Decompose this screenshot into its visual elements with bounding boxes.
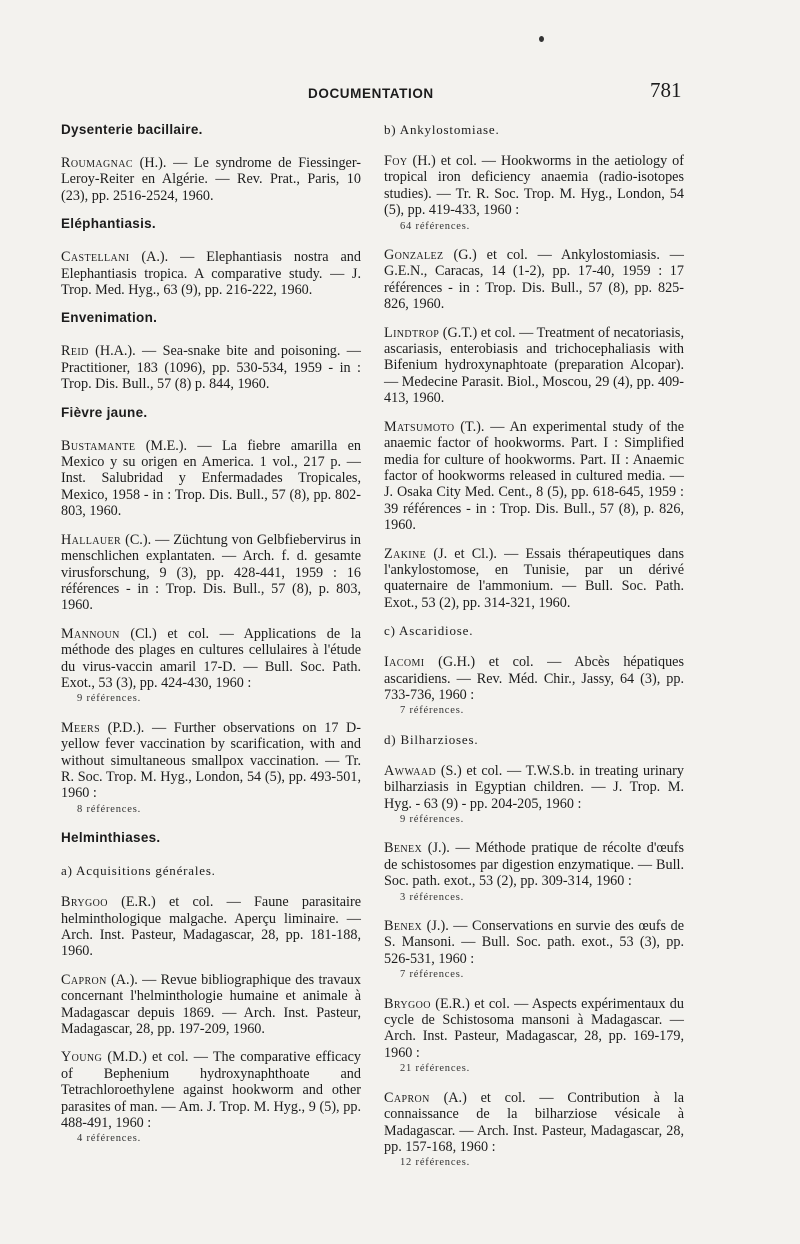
- reference-count-note: 9 références.: [400, 814, 465, 825]
- reference-count-note: 64 références.: [400, 220, 471, 232]
- bibliography-entry: [61, 894, 361, 960]
- page-number: 781: [650, 78, 682, 102]
- entry-author: Zakine: [384, 545, 427, 562]
- bibliography-entry: [384, 153, 684, 235]
- entry-citation: (G.H.) et col. — Abcès hépatiques ascaridiens. — Rev. Méd. Chir., Jassy, 64 (3), pp. 733-736, 1960 :: [384, 654, 684, 703]
- entry-author: Benex: [384, 918, 423, 935]
- subsection-heading: d) Bilharzioses.: [384, 731, 479, 747]
- section-heading: Eléphantiasis.: [61, 216, 156, 232]
- entry-citation: (A.) et col. — Contribution à la connaissance de la bilharziose vésicale à Madagascar. — Arch. Inst. Pasteur, Madagascar, 28, pp. 157-168, 1960 :: [384, 1089, 684, 1155]
- entry-citation: (G.T.) et col. — Treatment of necatoriasis, ascariasis, enterobiasis and trichocephaliasis with Bifenium hydroxynaphtoate (preparation Alcopar). — Medecine Parasit. Biol., Moscou, 29 (4), pp. 409-413, 1960.: [384, 324, 684, 407]
- entry-author: Matsumoto: [384, 418, 455, 435]
- entry-citation: (J.). — Conservations en survie des œufs de S. Mansoni. — Bull. Soc. path. exot., 53 (3), pp. 526-531, 1960 :: [384, 918, 684, 967]
- entry-author: Lindtrop: [384, 324, 440, 341]
- entry-citation: (J.). — Méthode pratique de récolte d'œufs de schistosomes par digestion enzymatique. — Bull. Soc. path. exot., 53 (2), pp. 309-314, 1960 :: [384, 840, 684, 890]
- reference-count-note: 9 références.: [77, 693, 142, 705]
- entry-citation: (H.). — Le syndrome de Fiessinger-Leroy-Reiter en Algérie. — Rev. Prat., Paris, 10 (23), pp. 2516-2524, 1960.: [61, 155, 361, 204]
- entry-citation: (A.). — Revue bibliographique des travaux concernant l'helminthologie humaine et animale à Madagascar depuis 1869. — Arch. Inst. Pasteur, Madagascar, 28, pp. 197-209, 1960.: [61, 971, 361, 1038]
- entry-author: Capron: [61, 971, 107, 988]
- subsection-heading: b) Ankylostomiase.: [384, 122, 500, 137]
- entry-citation: (H.) et col. — Hookworms in the aetiology of tropical iron deficiency anaemia (radio-isotopes studies). — Tr. R. Soc. Trop. M. Hyg., London, 54 (5), pp. 419-433, 1960 :: [384, 153, 684, 219]
- bibliography-entry: [384, 763, 684, 829]
- entry-citation: (J. et Cl.). — Essais thérapeutiques dans l'ankylostomose, en Tunisie, par un dérivé quaternaire de l'ammonium. — Bull. Soc. Path. Exot., 53 (2), pp. 314-321, 1960.: [384, 545, 684, 611]
- bibliography-entry: [384, 325, 684, 407]
- bibliography-entry: [384, 247, 684, 313]
- reference-count-note: 3 références.: [400, 891, 465, 903]
- bibliography-entry: [384, 918, 684, 984]
- entry-citation: (M.E.). — La fiebre amarilla en Mexico y su origen en America. 1 vol., 217 p. — Inst. Salubridad y Enfermadades Tropicales, Mexico, 1958 - in : Trop. Dis. Bull., 57 (8), pp. 802-803, 1960.: [61, 437, 361, 520]
- bibliography-entry: [384, 1090, 684, 1172]
- entry-citation: (G.) et col. — Ankylostomiasis. — G.E.N., Caracas, 14 (1-2), pp. 17-40, 1959 : 17 références - in : Trop. Dis. Bull., 57 (8), pp. 825-826, 1960.: [384, 247, 684, 313]
- entry-citation: (T.). — An experimental study of the anaemic factor of hookworms. Part. I : Simplified media for culture of hookworms. Part. II : Anaemic factor of hookworms released in cultured media. — J. Osaka City Med. Cent., 8 (5), pp. 618-645, 1959 : 39 références - in : Trop. Dis. Bull., 57 (8), p. 826, 1960.: [384, 418, 684, 534]
- entry-author: Mannoun: [61, 625, 120, 642]
- bibliography-entry: [61, 720, 361, 818]
- entry-author: Brygoo: [61, 894, 108, 911]
- bibliography-entry: [61, 155, 361, 204]
- subsection-heading: c) Ascaridiose.: [384, 623, 474, 639]
- entry-author: Benex: [384, 840, 423, 857]
- entry-author: Meers: [61, 719, 101, 736]
- bibliography-entry: [384, 654, 684, 720]
- bibliography-entry: [384, 546, 684, 612]
- page-header: [0, 78, 800, 108]
- entry-citation: (E.R.) et col. — Aspects expérimentaux du cycle de Schistosoma mansoni à Madagascar. — Arch. Inst. Pasteur, Madagascar, 28, pp. 169-179, 1960 :: [384, 995, 684, 1061]
- section-heading: Helminthiases.: [61, 830, 161, 846]
- bibliography-entry: [61, 249, 361, 298]
- entry-author: Bustamante: [61, 437, 136, 454]
- entry-citation: (S.) et col. — T.W.S.b. in treating urinary bilharziasis in Egyptian children. — J. Trop. M. Hyg. - 63 (9) - pp. 204-205, 1960 :: [384, 762, 684, 812]
- subsection-heading: a) Acquisitions générales.: [61, 863, 216, 879]
- left-column: [61, 122, 361, 1160]
- entry-author: Gonzalez: [384, 247, 444, 264]
- reference-count-note: 7 références.: [400, 705, 465, 717]
- bibliography-entry: [61, 532, 361, 614]
- entry-citation: (E.R.) et col. — Faune parasitaire helminthologique malgache. Aperçu liminaire. — Arch. Inst. Pasteur, Madagascar, 28, pp. 181-188, 1960.: [61, 894, 361, 960]
- entry-author: Reid: [61, 343, 89, 360]
- reference-count-note: 4 références.: [77, 1133, 142, 1145]
- section-heading: Fièvre jaune.: [61, 404, 148, 420]
- reference-count-note: 7 références.: [400, 969, 465, 981]
- bibliography-entry: [61, 438, 361, 520]
- bibliography-entry: [384, 996, 684, 1078]
- entry-author: Iacomi: [384, 654, 425, 671]
- section-heading: Envenimation.: [61, 310, 158, 326]
- entry-author: Hallauer: [61, 531, 122, 548]
- reference-count-note: 8 références.: [77, 803, 142, 815]
- bibliography-entry: [384, 419, 684, 534]
- entry-author: Capron: [384, 1089, 430, 1106]
- entry-citation: (A.). — Elephantiasis nostra and Elephantiasis tropica. A comparative study. — J. Trop. Med. Hyg., 63 (9), pp. 216-222, 1960.: [61, 249, 361, 299]
- entry-author: Brygoo: [384, 995, 431, 1012]
- entry-author: Awwaad: [384, 762, 437, 779]
- entry-author: Castellani: [61, 249, 130, 266]
- bibliography-entry: [384, 840, 684, 906]
- entry-citation: (C.). — Züchtung von Gelbfiebervirus in menschlichen explantaten. — Arch. f. d. gesamte virusforschung, 9 (3), pp. 428-441, 1959 : 16 références - in : Trop. Dis. Bull., 57 (8), p. 803, 1960.: [61, 531, 361, 614]
- bibliography-entry: [61, 343, 361, 392]
- entry-citation: (H.A.). — Sea-snake bite and poisoning. — Practitioner, 183 (1096), pp. 530-534, 1959 - in : Trop. Dis. Bull., 57 (8) p. 844, 1960.: [61, 343, 361, 393]
- entry-citation: (Cl.) et col. — Applications de la méthode des plages en cultures cellulaires à l'étude du virus-vaccin amaril 17-D. — Bull. Soc. Path. Exot., 53 (3), pp. 424-430, 1960 :: [61, 625, 361, 691]
- entry-citation: (P.D.). — Further observations on 17 D-yellow fever vaccination by scarification, with and without simultaneous smallpox vaccination. — Tr. R. Soc. Trop. M. Hyg., London, 54 (5), pp. 493-501, 1960 :: [61, 719, 361, 802]
- reference-count-note: 12 références.: [400, 1157, 471, 1169]
- bibliography-entry: [61, 626, 361, 708]
- right-column: [384, 122, 684, 1184]
- ink-speck: [539, 36, 544, 42]
- running-title: DOCUMENTATION: [308, 86, 434, 101]
- section-heading: Dysenterie bacillaire.: [61, 122, 203, 137]
- bibliography-entry: [61, 1049, 361, 1147]
- entry-author: Young: [61, 1049, 103, 1066]
- bibliography-entry: [61, 972, 361, 1038]
- entry-author: Roumagnac: [61, 155, 133, 171]
- entry-author: Foy: [384, 153, 408, 169]
- reference-count-note: 21 références.: [400, 1063, 471, 1075]
- entry-citation: (M.D.) et col. — The comparative efficacy of Bephenium hydroxynaphthoate and Tetrachloroethylene against hookworm and other parasites of man. — Am. J. Trop. M. Hyg., 9 (5), pp. 488-491, 1960 :: [61, 1049, 361, 1132]
